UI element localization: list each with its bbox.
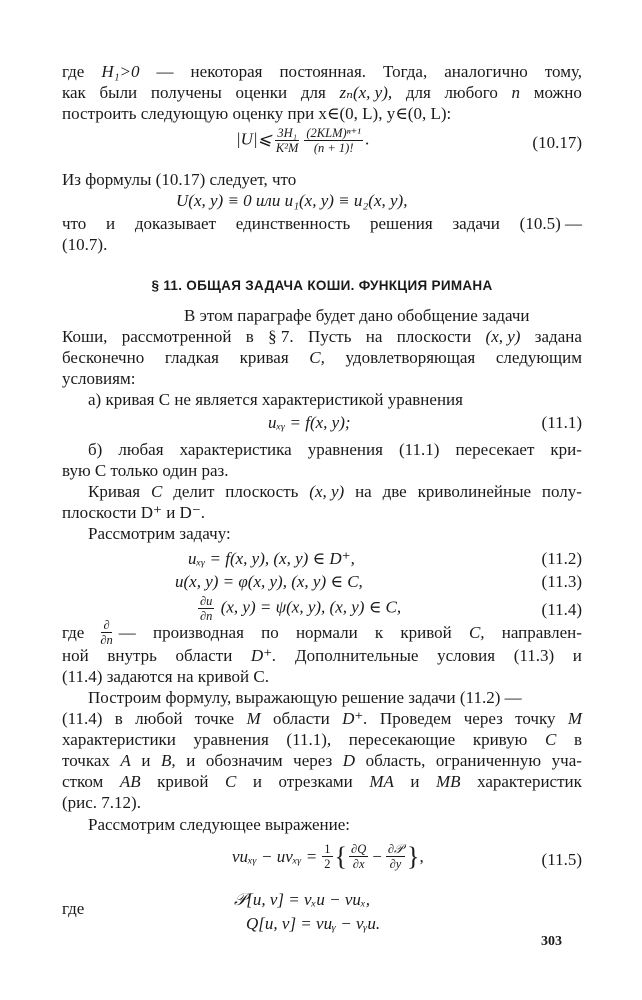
equation-number: (11.2) <box>541 549 582 568</box>
word: C <box>225 772 237 791</box>
uniqueness-tail: (10.7). <box>62 235 108 254</box>
word: Тогда, <box>383 62 428 81</box>
word: D⁺. <box>342 709 368 728</box>
eq-rest: (x, y) = ψ(x, y), (x, y) ∈ C, <box>220 597 402 617</box>
divides-line <box>88 482 582 502</box>
word: производная <box>152 622 244 642</box>
para1-line-4: условиям: <box>62 369 136 388</box>
word: — <box>156 62 174 81</box>
word: (11.3) <box>513 646 555 665</box>
equation-number: (11.1) <box>541 413 582 432</box>
word: область, <box>365 751 426 770</box>
word: направлен- <box>501 622 582 642</box>
word: C <box>544 730 557 749</box>
condition-b <box>88 440 582 460</box>
word: A <box>120 751 131 770</box>
word: через <box>293 751 333 770</box>
word: Кривая <box>88 482 141 501</box>
deriv-line <box>62 618 582 647</box>
intro-line-3: построить следующую оценку при x∈(0, L), y∈(0, L): <box>62 104 452 123</box>
word: криволинейные <box>417 482 532 501</box>
eq-tail: , <box>419 846 424 866</box>
word: (10.5) — <box>519 214 582 233</box>
word: рассмотренной <box>121 327 232 346</box>
word: полу- <box>541 482 582 501</box>
definition-P: 𝒫[u, v] = vₓu − vuₓ, <box>234 890 370 909</box>
eq-lhs: vuₓᵧ − uvₓᵧ = <box>232 846 318 866</box>
word: n <box>511 83 521 102</box>
word: в <box>573 730 582 749</box>
equation-number: (11.3) <box>541 572 582 591</box>
where-label: где <box>62 899 85 918</box>
definition-Q: Q[u, v] = vuᵧ − vᵧu. <box>246 914 381 933</box>
fraction-denominator: ∂x <box>352 857 365 871</box>
word: для <box>405 83 431 102</box>
fraction <box>322 842 332 871</box>
word: по <box>261 622 279 642</box>
word: в <box>114 709 123 728</box>
fraction-numerator: (2KLM)ⁿ⁺¹ <box>306 126 361 140</box>
word: можно <box>533 83 582 102</box>
fraction <box>304 126 363 155</box>
word: решения <box>370 214 433 233</box>
word: постоянная. <box>279 62 367 81</box>
para2-line-5 <box>62 772 582 792</box>
word: бесконечно <box>62 348 145 367</box>
fraction-numerator: ∂ <box>103 618 110 632</box>
word: получены <box>150 83 222 102</box>
inside-line <box>62 646 582 666</box>
word: точке <box>194 709 235 728</box>
word: M <box>567 709 582 728</box>
right-brace: } <box>407 841 420 871</box>
word: удовлетворяющая <box>345 348 476 367</box>
word: две <box>382 482 407 501</box>
word: и <box>410 772 420 791</box>
fraction <box>349 842 368 871</box>
word: кривую <box>472 730 528 749</box>
follows-line: Из формулы (10.17) следует, что <box>62 170 297 189</box>
word: к <box>374 622 384 642</box>
word: любая <box>118 440 164 459</box>
word: отрезками <box>278 772 353 791</box>
uniqueness-equation: U(x, y) ≡ 0 или u₁(x, y) ≡ u₂(x, y), <box>176 191 408 210</box>
word: кривой <box>400 622 452 642</box>
word: стком <box>62 772 104 791</box>
word: любого <box>444 83 498 102</box>
para2-line-2 <box>62 709 582 729</box>
word: через <box>463 709 503 728</box>
word: D <box>342 751 356 770</box>
word: и <box>141 751 151 770</box>
word: как <box>62 83 86 102</box>
word: кривой <box>157 772 209 791</box>
eq-tail: . <box>364 129 370 149</box>
intro-line-1 <box>62 62 582 82</box>
expression-intro: Рассмотрим следующее выражение: <box>88 815 351 834</box>
word: плоскость <box>225 482 299 501</box>
fraction-denominator: ∂y <box>389 857 402 871</box>
equation-11-2: uₓᵧ = f(x, y), (x, y) ∈ D⁺, <box>188 549 355 568</box>
equation-11-3: u(x, y) = φ(x, y), (x, y) ∈ C, <box>175 572 363 591</box>
word: доказывает <box>134 214 217 233</box>
para1-line-3 <box>62 348 582 368</box>
fraction-denominator: ∂n <box>100 633 113 647</box>
left-brace: { <box>334 841 348 871</box>
para2-line-4 <box>62 751 582 771</box>
divides-tail: плоскости D⁺ и D⁻. <box>62 503 206 522</box>
fraction-denominator: 2 <box>324 857 331 871</box>
word: характеристика <box>179 440 292 459</box>
word: оценки <box>235 83 288 102</box>
fraction-denominator: K²M <box>275 141 299 155</box>
word: и <box>572 646 582 665</box>
uniqueness-line <box>62 214 582 234</box>
condition-a: а) кривая C не является характеристикой уравнения <box>88 390 463 409</box>
para1-line-2 <box>62 327 582 347</box>
word: что <box>62 214 87 233</box>
fraction-numerator: ∂𝒫 <box>387 842 404 856</box>
word: обозначим <box>205 751 283 770</box>
equation-11-1: uₓᵧ = f(x, y); <box>268 413 351 432</box>
word: и <box>186 751 196 770</box>
word: MB <box>436 772 461 791</box>
word: делит <box>173 482 215 501</box>
word: уравнения <box>307 440 383 459</box>
word: и <box>106 214 116 233</box>
word: ной <box>62 646 89 665</box>
word: B, <box>161 751 176 770</box>
word: аналогично <box>444 62 528 81</box>
fraction-numerator: ∂u <box>200 594 213 608</box>
word: единственность <box>235 214 351 233</box>
fraction <box>98 618 114 647</box>
word: C, <box>309 348 325 367</box>
word: внутрь <box>107 646 157 665</box>
fraction <box>274 126 301 155</box>
word: § 7. <box>268 327 294 346</box>
equation-10-17 <box>236 126 369 155</box>
fraction-denominator: ∂n <box>200 609 213 623</box>
page-number: 303 <box>541 934 562 949</box>
word: C, <box>468 622 485 642</box>
para2-line-6: (рис. 7.12). <box>62 793 141 812</box>
word: некоторая <box>190 62 263 81</box>
word: уравнения <box>193 730 269 749</box>
word: были <box>99 83 138 102</box>
word: zₙ(x, y), <box>339 83 393 102</box>
word: для <box>300 83 326 102</box>
word: гладкая <box>164 348 219 367</box>
word: задачи <box>452 214 500 233</box>
para2-line-1: Построим формулу, выражающую решение задачи (11.2) — <box>88 688 522 707</box>
word: б) <box>88 440 103 459</box>
word: характеристик <box>477 772 582 791</box>
eq-lhs: |U|⩽ <box>236 129 272 149</box>
word: Коши, <box>62 327 108 346</box>
word: кри- <box>550 440 582 459</box>
word: следующим <box>495 348 582 367</box>
word: плоскости <box>396 327 472 346</box>
word: точках <box>62 751 110 770</box>
word: — <box>118 622 136 642</box>
word: пересекающие <box>348 730 456 749</box>
para2-line-3 <box>62 730 582 750</box>
word: тому, <box>544 62 582 81</box>
word: где <box>62 622 85 642</box>
word: на <box>365 327 383 346</box>
fraction <box>386 842 405 871</box>
word: где <box>62 62 85 81</box>
word: C <box>150 482 163 501</box>
word: Пусть <box>307 327 352 346</box>
section-heading: § 11. ОБЩАЯ ЗАДАЧА КОШИ. ФУНКЦИЯ РИМАНА <box>151 278 493 293</box>
equation-number: (10.17) <box>532 133 582 152</box>
minus-sign: − <box>372 846 382 866</box>
word: M <box>246 709 261 728</box>
word: Проведем <box>379 709 452 728</box>
word: MA <box>369 772 394 791</box>
intro-line-2 <box>62 83 582 103</box>
word: H₁>0 <box>101 62 140 81</box>
fraction-numerator: ∂Q <box>351 842 367 856</box>
word: (x, y) <box>309 482 345 501</box>
word: AB <box>119 772 141 791</box>
word: D⁺. <box>250 646 277 665</box>
inside-tail: (11.4) задаются на кривой C. <box>62 667 269 686</box>
word: пересекает <box>455 440 535 459</box>
word: и <box>252 772 262 791</box>
fraction-numerator: 3H₁ <box>277 126 297 140</box>
word: любой <box>135 709 183 728</box>
word: (x, y) <box>485 327 521 346</box>
word: Дополнительные <box>295 646 419 665</box>
consider-line: Рассмотрим задачу: <box>88 524 231 543</box>
word: уча- <box>551 751 582 770</box>
word: условия <box>437 646 496 665</box>
word: (11.4) <box>62 709 103 728</box>
word: ограниченную <box>435 751 542 770</box>
word: области <box>175 646 233 665</box>
word: задана <box>534 327 582 346</box>
word: области <box>272 709 330 728</box>
word: (11.1) <box>398 440 440 459</box>
para1-line-1: В этом параграфе будет дано обобщение задачи <box>184 306 530 325</box>
word: нормали <box>295 622 358 642</box>
word: точку <box>515 709 556 728</box>
word: кривая <box>239 348 289 367</box>
fraction-denominator: (n + 1)! <box>313 141 354 155</box>
condition-b-tail: вую C только один раз. <box>62 461 229 480</box>
word: на <box>355 482 372 501</box>
word: характеристики <box>62 730 176 749</box>
word: в <box>245 327 254 346</box>
equation-11-5 <box>232 842 424 871</box>
fraction-numerator: 1 <box>324 842 331 856</box>
equation-number: (11.5) <box>541 850 582 869</box>
word: (11.1), <box>286 730 332 749</box>
equation-number: (11.4) <box>541 600 582 619</box>
